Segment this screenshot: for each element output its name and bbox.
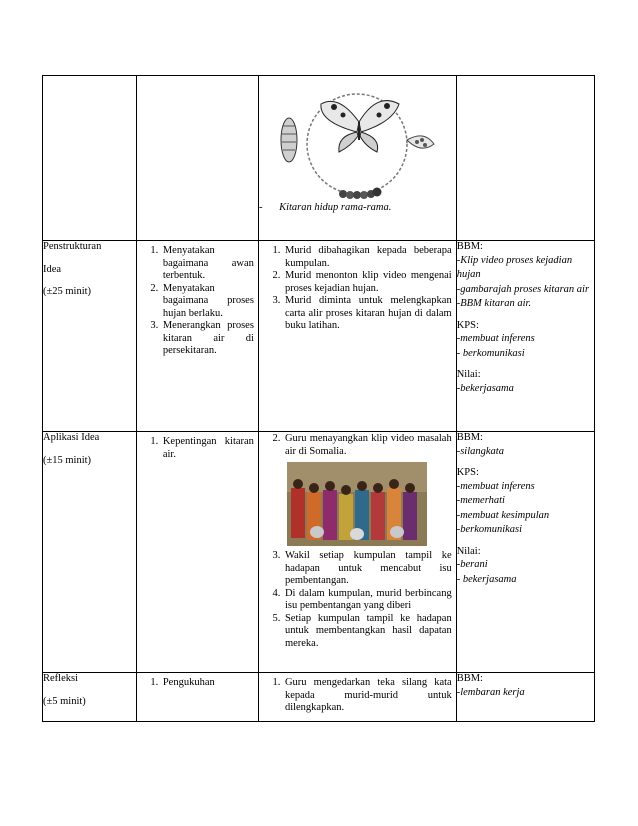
empty-cell (456, 76, 594, 241)
phase-duration: (±25 minit) (43, 286, 92, 297)
list-item: 1. Kepentingan kitaran air. (161, 436, 254, 461)
nilai-label: Nilai: (456, 369, 481, 380)
nilai-label: Nilai: (456, 545, 481, 557)
bbm-item: -Klip video proses kejadian hujan (456, 254, 573, 280)
table-row (43, 241, 595, 432)
list-item: 2. Guru menayangkan klip video masalah air di Somalia. (283, 433, 452, 458)
list-item: 1. Menyatakan bagaimana awan terbentuk. (161, 245, 254, 283)
lesson-plan-table (42, 75, 595, 722)
list-item: 1. Pengukuhan (161, 677, 254, 690)
phase-name: Refleksi (43, 673, 78, 684)
activities-list (259, 677, 456, 715)
empty-cell (136, 76, 258, 241)
activities-list (259, 550, 456, 650)
list-item: 4. Di dalam kumpulan, murid berbincang isu pembentangan yang diberi (283, 588, 452, 613)
list-item: 3. Menerangkan proses kitaran air di persekitaran. (161, 320, 254, 358)
chrysalis-icon (281, 118, 297, 162)
bbm-label: BBM: (456, 241, 483, 252)
bbm-item: -gambarajah proses kitaran air (456, 283, 590, 295)
nilai-item: -bekerjasama (456, 382, 514, 394)
phase-duration: (±15 minit) (43, 454, 92, 466)
list-item: 2. Menyatakan bagaimana proses hujan berlaku. (161, 283, 254, 321)
somalia-water-crisis-photo (287, 462, 427, 546)
kps-item: -membuat kesimpulan (456, 509, 550, 521)
phase-name-cont: Idea (43, 263, 62, 275)
kps-item: -membuat inferens (456, 480, 535, 492)
list-item: 1. Guru mengedarkan teka silang kata kepada murid-murid untuk dilengkapkan. (283, 677, 452, 715)
list-item: 2. Murid menonton klip video mengenai proses kejadian hujan. (283, 270, 452, 295)
table-row (43, 76, 595, 241)
phase-duration: (±5 minit) (43, 695, 86, 707)
butterfly-icon (321, 101, 399, 152)
bbm-label: BBM: (456, 673, 483, 684)
objectives-list (137, 436, 258, 461)
butterfly-life-cycle-image (259, 82, 455, 206)
table-row (43, 673, 595, 722)
activities-list (259, 245, 456, 333)
kps-item: -membuat inferens (456, 333, 535, 344)
phase-name: Penstrukturan (43, 241, 102, 252)
bbm-label: BBM: (456, 432, 483, 443)
table-row (43, 432, 595, 673)
list-item: 3. Wakil setiap kumpulan tampil ke hadapan untuk mencabut isu pembentangan. (283, 550, 452, 588)
phase-name: Aplikasi Idea (43, 432, 100, 443)
kps-label: KPS: (456, 467, 479, 478)
empty-cell (43, 76, 137, 241)
caption-dash: - (258, 202, 263, 213)
list-item: 5. Setiap kumpulan tampil ke hadapan untuk membentangkan hasil dapatan mereka. (283, 613, 452, 651)
activities-list (259, 433, 456, 458)
list-item: 3. Murid diminta untuk melengkapkan carta alir proses kitaran hujan di dalam buku latihan. (283, 295, 452, 333)
eggs-icon (407, 136, 434, 148)
objectives-list (137, 245, 258, 358)
caterpillar-icon (339, 188, 382, 200)
bbm-item: -BBM kitaran air. (456, 298, 532, 309)
kps-item: -berkomunikasi (456, 524, 523, 535)
list-item: 1. Murid dibahagikan kepada beberapa kumpulan. (283, 245, 452, 270)
image-caption: Kitaran hidup rama-rama. (279, 202, 392, 213)
nilai-item: -berani (456, 559, 488, 570)
kps-item: -memerhati (456, 495, 505, 506)
nilai-item: - bekerjasama (456, 573, 517, 585)
life-cycle-cell (258, 76, 456, 241)
bbm-item: -lembaran kerja (456, 686, 525, 698)
objectives-list (137, 677, 258, 690)
kps-item: - berkomunikasi (456, 347, 525, 359)
kps-label: KPS: (456, 319, 479, 331)
bbm-item: -silangkata (456, 445, 504, 457)
